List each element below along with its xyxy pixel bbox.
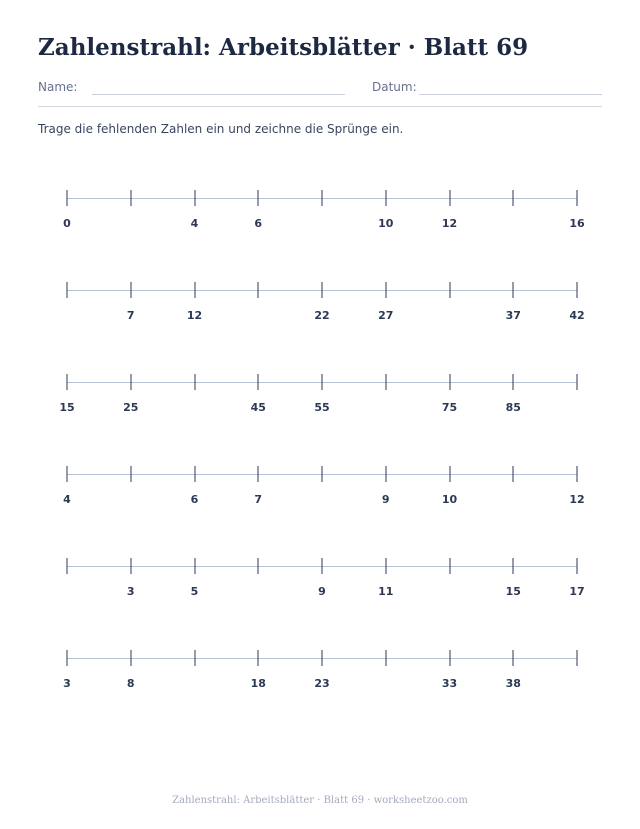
tick-label: 12 bbox=[441, 217, 458, 230]
number-line-4 bbox=[0, 466, 640, 516]
tick-mark bbox=[322, 558, 323, 574]
tick-mark bbox=[577, 466, 578, 482]
tick-mark bbox=[258, 190, 259, 206]
tick-label: 10 bbox=[441, 493, 458, 506]
number-line-3 bbox=[0, 374, 640, 424]
tick-label: 38 bbox=[505, 677, 521, 690]
tick-mark bbox=[385, 558, 386, 574]
tick-label: 8 bbox=[126, 677, 135, 690]
tick-mark bbox=[449, 190, 450, 206]
tick-label: 22 bbox=[314, 309, 330, 322]
tick-mark bbox=[67, 374, 68, 390]
tick-mark bbox=[449, 466, 450, 482]
tick-mark bbox=[449, 282, 450, 298]
tick-label: 10 bbox=[378, 217, 394, 230]
tick-label: 4 bbox=[63, 493, 71, 506]
tick-label: 42 bbox=[569, 309, 585, 322]
tick-mark bbox=[194, 650, 195, 666]
tick-mark bbox=[194, 374, 195, 390]
header-divider bbox=[38, 106, 602, 107]
tick-mark bbox=[449, 558, 450, 574]
tick-label: 7 bbox=[126, 309, 135, 322]
tick-label: 15 bbox=[59, 401, 75, 414]
tick-mark bbox=[258, 374, 259, 390]
tick-label: 12 bbox=[569, 493, 585, 506]
tick-label: 27 bbox=[378, 309, 394, 322]
tick-mark bbox=[513, 190, 514, 206]
tick-label: 11 bbox=[378, 585, 394, 598]
tick-mark bbox=[385, 190, 386, 206]
instruction-text: Trage die fehlenden Zahlen ein und zeichne die Sprünge ein. bbox=[38, 122, 404, 136]
tick-label: 7 bbox=[254, 493, 263, 506]
tick-mark bbox=[130, 374, 131, 390]
tick-label: 23 bbox=[314, 677, 330, 690]
tick-label: 4 bbox=[190, 217, 199, 230]
tick-mark bbox=[577, 374, 578, 390]
tick-mark bbox=[513, 650, 514, 666]
tick-mark bbox=[194, 282, 195, 298]
tick-mark bbox=[449, 374, 450, 390]
tick-label: 37 bbox=[505, 309, 521, 322]
tick-mark bbox=[67, 558, 68, 574]
tick-label: 6 bbox=[254, 217, 263, 230]
date-label: Datum: bbox=[372, 80, 417, 94]
tick-label: 9 bbox=[318, 585, 326, 598]
name-label: Name: bbox=[38, 80, 78, 94]
tick-mark bbox=[322, 650, 323, 666]
tick-mark bbox=[194, 466, 195, 482]
tick-mark bbox=[385, 466, 386, 482]
tick-label: 5 bbox=[190, 585, 199, 598]
tick-label: 45 bbox=[250, 401, 266, 414]
number-line-2 bbox=[0, 282, 640, 332]
number-line-6 bbox=[0, 650, 640, 700]
tick-mark bbox=[577, 558, 578, 574]
name-field-line[interactable] bbox=[92, 94, 345, 95]
tick-label: 18 bbox=[250, 677, 266, 690]
tick-mark bbox=[130, 190, 131, 206]
tick-mark bbox=[385, 282, 386, 298]
tick-mark bbox=[322, 282, 323, 298]
number-line-1 bbox=[0, 190, 640, 240]
tick-mark bbox=[258, 558, 259, 574]
tick-mark bbox=[385, 374, 386, 390]
tick-label: 3 bbox=[126, 585, 135, 598]
tick-mark bbox=[513, 374, 514, 390]
tick-label: 12 bbox=[186, 309, 203, 322]
tick-mark bbox=[322, 190, 323, 206]
tick-mark bbox=[67, 466, 68, 482]
tick-mark bbox=[67, 282, 68, 298]
tick-mark bbox=[322, 466, 323, 482]
tick-mark bbox=[577, 650, 578, 666]
date-field-line[interactable] bbox=[419, 94, 602, 95]
tick-mark bbox=[577, 282, 578, 298]
tick-mark bbox=[513, 558, 514, 574]
tick-mark bbox=[513, 466, 514, 482]
tick-label: 25 bbox=[123, 401, 139, 414]
tick-mark bbox=[130, 650, 131, 666]
tick-label: 33 bbox=[441, 677, 458, 690]
tick-label: 15 bbox=[505, 585, 521, 598]
page-footer: Zahlenstrahl: Arbeitsblätter · Blatt 69 · worksheetzoo.com bbox=[172, 795, 468, 806]
tick-mark bbox=[577, 190, 578, 206]
page-title: Zahlenstrahl: Arbeitsblätter · Blatt 69 bbox=[38, 34, 529, 61]
tick-mark bbox=[513, 282, 514, 298]
tick-label: 85 bbox=[505, 401, 521, 414]
tick-mark bbox=[194, 190, 195, 206]
tick-mark bbox=[258, 466, 259, 482]
tick-label: 55 bbox=[314, 401, 330, 414]
tick-mark bbox=[130, 466, 131, 482]
tick-mark bbox=[258, 282, 259, 298]
tick-mark bbox=[130, 282, 131, 298]
tick-label: 75 bbox=[441, 401, 458, 414]
tick-mark bbox=[67, 190, 68, 206]
tick-label: 9 bbox=[381, 493, 390, 506]
tick-mark bbox=[194, 558, 195, 574]
tick-mark bbox=[385, 650, 386, 666]
tick-mark bbox=[258, 650, 259, 666]
tick-label: 0 bbox=[63, 217, 71, 230]
tick-mark bbox=[67, 650, 68, 666]
tick-mark bbox=[322, 374, 323, 390]
tick-mark bbox=[449, 650, 450, 666]
tick-label: 6 bbox=[190, 493, 199, 506]
tick-label: 17 bbox=[569, 585, 585, 598]
number-line-5 bbox=[0, 558, 640, 608]
tick-mark bbox=[130, 558, 131, 574]
tick-label: 16 bbox=[569, 217, 585, 230]
tick-label: 3 bbox=[63, 677, 71, 690]
